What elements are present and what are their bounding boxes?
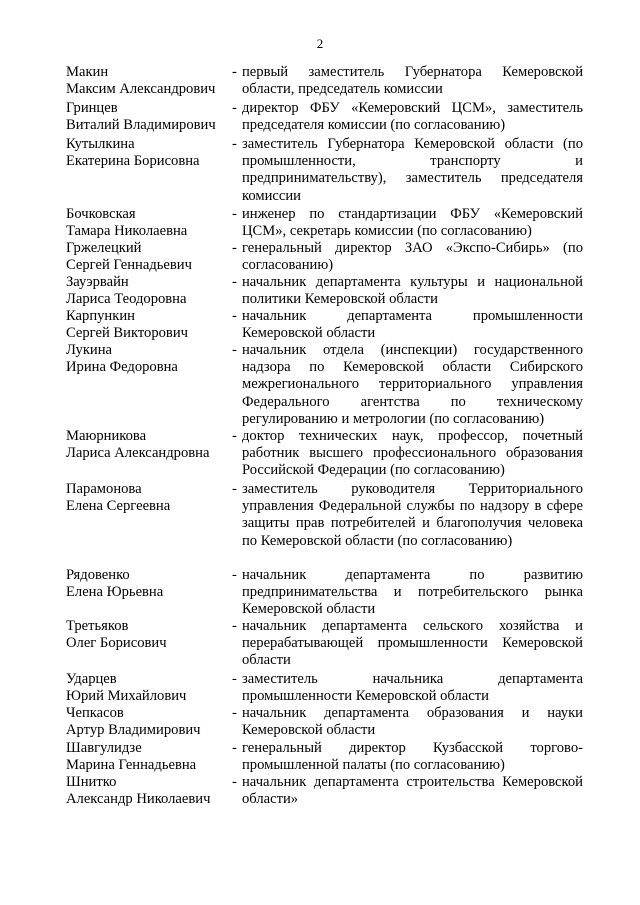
dash-separator: - <box>232 428 237 444</box>
member-given-name: Елена Сергеевна <box>66 498 171 515</box>
member-role: заместитель начальника департамента промышленности Кемеровской области <box>242 671 583 705</box>
dash-separator: - <box>232 308 237 324</box>
member-given-name: Ирина Федоровна <box>66 359 178 376</box>
member-role: начальник департамента по развитию предпринимательства и потребительского рынка Кемеровской области <box>242 567 583 618</box>
member-name <box>66 206 236 240</box>
dash-separator: - <box>232 618 237 634</box>
page-number: 2 <box>316 36 324 51</box>
member-given-name: Екатерина Борисовна <box>66 153 200 170</box>
member-role: начальник департамента образования и науки Кемеровской области <box>242 705 583 739</box>
member-given-name: Александр Николаевич <box>66 791 211 808</box>
member-name <box>66 274 236 308</box>
dash-separator: - <box>232 206 237 222</box>
member-surname: Лукина <box>66 342 113 358</box>
member-surname: Парамонова <box>66 481 142 497</box>
member-role: заместитель руководителя Территориального управления Федеральной службы по надзору в сфере защиты прав потребителей и благополучия человека по Кемеровской области (по согласованию) <box>242 481 583 549</box>
member-given-name: Виталий Владимирович <box>66 117 216 134</box>
member-role: генеральный директор Кузбасской торгово-промышленной палаты (по согласованию) <box>242 740 583 774</box>
member-surname: Зауэрвайн <box>66 274 129 290</box>
member-name <box>66 740 236 774</box>
member-name <box>66 136 236 170</box>
member-name <box>66 428 236 462</box>
member-name <box>66 567 236 601</box>
member-surname: Третьяков <box>66 618 129 634</box>
member-role: заместитель Губернатора Кемеровской области (по промышленности, транспорту и предпринимательству), заместитель председателя комиссии <box>242 136 583 204</box>
dash-separator: - <box>232 100 237 116</box>
member-name <box>66 100 236 134</box>
member-role: начальник департамента культуры и национальной политики Кемеровской области <box>242 274 583 308</box>
member-given-name: Тамара Николаевна <box>66 223 188 240</box>
member-surname: Кутылкина <box>66 136 135 152</box>
dash-separator: - <box>232 740 237 756</box>
dash-separator: - <box>232 274 237 290</box>
member-role: начальник отдела (инспекции) государственного надзора по Кемеровской области Сибирского межрегионального территориального управления Федерального агентства по техническому регулированию и метрологии (по согласованию) <box>242 342 583 427</box>
member-given-name: Олег Борисович <box>66 635 167 652</box>
member-surname: Макин <box>66 64 109 80</box>
member-given-name: Максим Александрович <box>66 81 216 98</box>
member-surname: Шнитко <box>66 774 117 790</box>
member-given-name: Лариса Теодоровна <box>66 291 187 308</box>
member-name <box>66 64 236 98</box>
dash-separator: - <box>232 481 237 497</box>
member-surname: Шавгулидзе <box>66 740 142 756</box>
member-name <box>66 671 236 705</box>
member-name <box>66 618 236 652</box>
member-name <box>66 240 236 274</box>
dash-separator: - <box>232 64 237 80</box>
member-given-name: Лариса Александровна <box>66 445 210 462</box>
dash-separator: - <box>232 342 237 358</box>
dash-separator: - <box>232 240 237 256</box>
member-role: начальник департамента строительства Кемеровской области» <box>242 774 583 808</box>
member-given-name: Артур Владимирович <box>66 722 201 739</box>
member-given-name: Сергей Викторович <box>66 325 188 342</box>
member-role: доктор технических наук, профессор, почетный работник высшего профессионального образования Российской Федерации (по согласованию) <box>242 428 583 479</box>
member-name <box>66 481 236 515</box>
member-surname: Гринцев <box>66 100 118 116</box>
member-role: инженер по стандартизации ФБУ «Кемеровский ЦСМ», секретарь комиссии (по согласованию) <box>242 206 583 240</box>
member-surname: Чепкасов <box>66 705 124 721</box>
member-role: начальник департамента промышленности Кемеровской области <box>242 308 583 342</box>
member-surname: Карпункин <box>66 308 135 324</box>
dash-separator: - <box>232 567 237 583</box>
member-surname: Бочковская <box>66 206 136 222</box>
member-role: начальник департамента сельского хозяйства и перерабатывающей промышленности Кемеровской области <box>242 618 583 669</box>
member-surname: Рядовенко <box>66 567 130 583</box>
member-surname: Маюрникова <box>66 428 147 444</box>
dash-separator: - <box>232 136 237 152</box>
dash-separator: - <box>232 705 237 721</box>
member-surname: Ударцев <box>66 671 117 687</box>
member-name <box>66 774 236 808</box>
dash-separator: - <box>232 774 237 790</box>
member-given-name: Елена Юрьевна <box>66 584 164 601</box>
member-role: директор ФБУ «Кемеровский ЦСМ», заместитель председателя комиссии (по согласованию) <box>242 100 583 134</box>
member-surname: Гржелецкий <box>66 240 142 256</box>
member-name <box>66 705 236 739</box>
member-given-name: Юрий Михайлович <box>66 688 187 705</box>
dash-separator: - <box>232 671 237 687</box>
member-given-name: Сергей Геннадьевич <box>66 257 192 274</box>
member-given-name: Марина Геннадьевна <box>66 757 197 774</box>
member-name <box>66 342 236 376</box>
member-role: первый заместитель Губернатора Кемеровской области, председатель комиссии <box>242 64 583 98</box>
member-name <box>66 308 236 342</box>
member-role: генеральный директор ЗАО «Экспо-Сибирь» (по согласованию) <box>242 240 583 274</box>
